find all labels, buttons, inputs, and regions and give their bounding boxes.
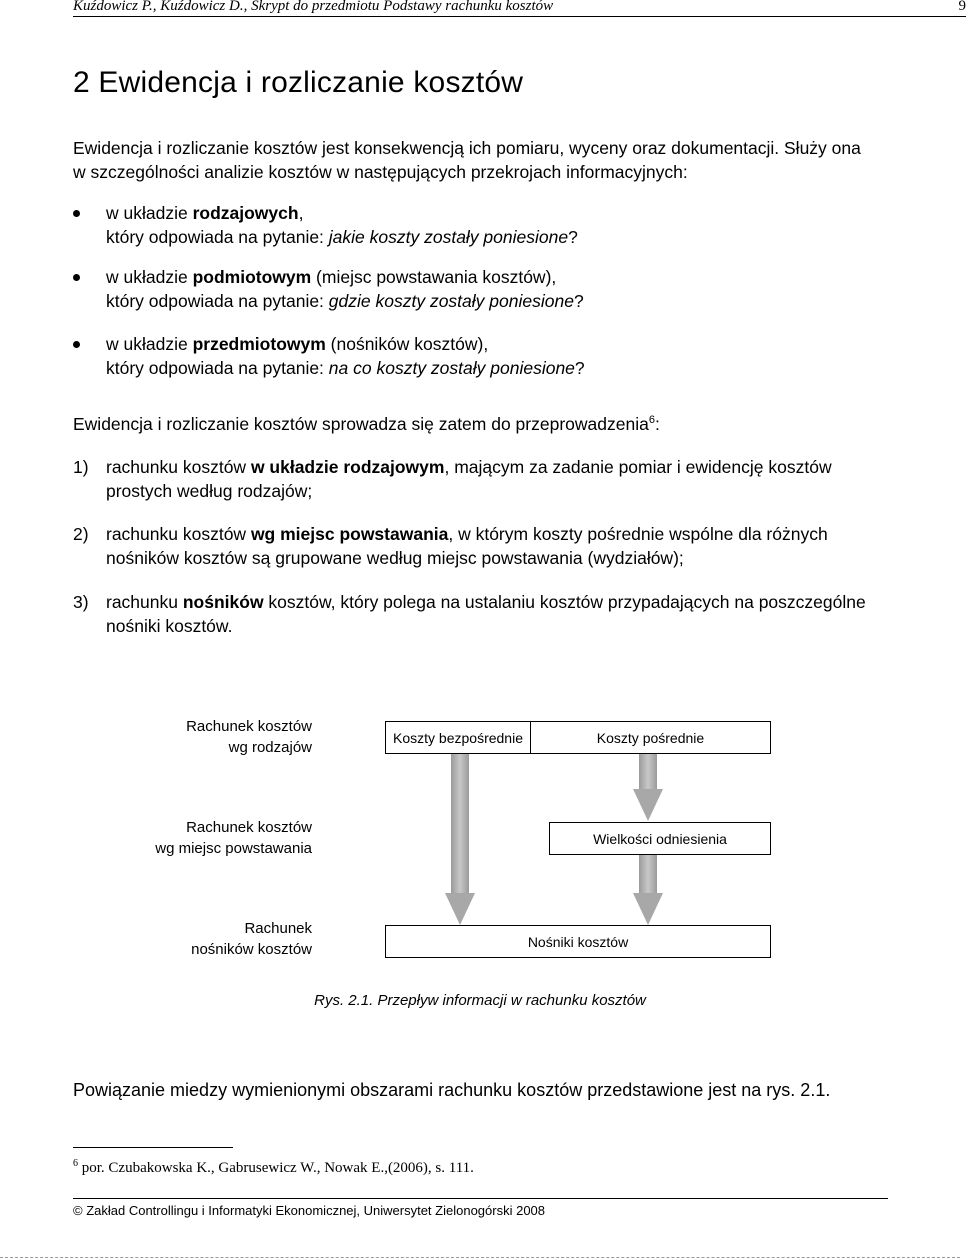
page-edge (0, 1257, 960, 1258)
bullet-keyword: podmiotowym (192, 267, 312, 287)
footnote-number: 6 (73, 1158, 78, 1169)
bullet-keyword: przedmiotowym (192, 334, 326, 354)
page-footer: © Zakład Controllingu i Informatyki Ekonomicznej, Uniwersytet Zielonogórski 2008 (73, 1203, 546, 1218)
box-cost-carriers: Nośniki kosztów (385, 925, 771, 958)
box-reference-measures: Wielkości odniesienia (549, 822, 771, 855)
closing-paragraph: Powiązanie miedzy wymienionymi obszarami rachunku kosztów przedstawione jest na rys. 2.1. (73, 1080, 831, 1100)
intro-line-2: w szczególności analizie kosztów w następujących przekrojach informacyjnych: (73, 162, 688, 182)
page-number: 9 (958, 0, 966, 14)
row-label-by-carrier: Rachunek nośników kosztów (191, 920, 312, 958)
bullet-keyword: rodzajowych (192, 203, 299, 223)
box-indirect-costs: Koszty pośrednie (530, 721, 771, 754)
row-label-by-type: Rachunek kosztów wg rodzajów (186, 718, 312, 756)
bullet-question: gdzie koszty zostały poniesione (328, 291, 574, 311)
chapter-title: 2 Ewidencja i rozliczanie kosztów (73, 66, 524, 99)
intro-line-1: Ewidencja i rozliczanie kosztów jest konsekwencją ich pomiaru, wyceny oraz dokumentacji. Służy ona (73, 138, 861, 158)
arrow-direct-to-carriers (445, 753, 475, 925)
row-label-by-place: Rachunek kosztów wg miejsc powstawania (155, 819, 312, 857)
bullet-question: na co koszty zostały poniesione (328, 358, 575, 378)
footnote-ref: 6 (648, 414, 655, 427)
figure-caption: Rys. 2.1. Przepływ informacji w rachunku kosztów (314, 992, 646, 1009)
arrow-measures-to-carriers (633, 855, 663, 925)
box-direct-costs: Koszty bezpośrednie (385, 721, 531, 754)
lead-paragraph: Ewidencja i rozliczanie kosztów sprowadza się zatem do przeprowadzenia$^6$: (73, 414, 660, 434)
footnote: $^6$ por. Czubakowska K., Gabrusewicz W., Nowak E.,(2006), s. 111. (73, 1158, 474, 1176)
footnote-separator (73, 1147, 233, 1148)
bullet-question: jakie koszty zostały poniesione (328, 227, 569, 247)
arrow-indirect-to-measures (633, 753, 663, 821)
footer-separator (73, 1198, 888, 1199)
header-authors: Kuźdowicz P., Kuźdowicz D., Skrypt do przedmiotu Podstawy rachunku kosztów (73, 0, 554, 14)
